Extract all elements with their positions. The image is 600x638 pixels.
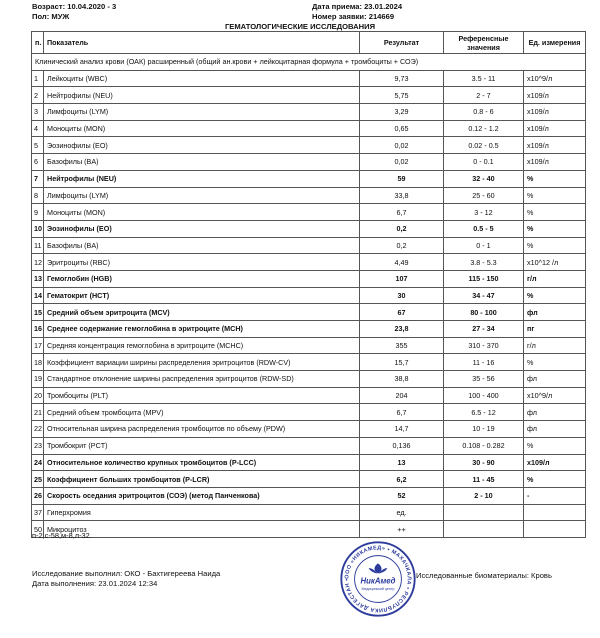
row-number: 25 — [32, 471, 44, 488]
reference-range: 25 - 60 — [444, 187, 524, 204]
result-value: 355 — [360, 337, 444, 354]
table-row — [32, 270, 586, 287]
unit: % — [524, 471, 586, 488]
row-number: 4 — [32, 120, 44, 137]
row-number: 50 — [32, 521, 44, 538]
unit: фл — [524, 304, 586, 321]
col-unit: Ед. измерения — [524, 32, 586, 54]
unit: % — [524, 170, 586, 187]
indicator-name: Нейтрофилы (NEU) — [44, 170, 360, 187]
result-value: 6,7 — [360, 204, 444, 221]
clinic-stamp — [339, 540, 417, 618]
row-number: 37 — [32, 504, 44, 521]
unit: % — [524, 287, 586, 304]
unit: х109/л — [524, 154, 586, 171]
unit: пг — [524, 321, 586, 338]
result-value: 0,02 — [360, 154, 444, 171]
table-row — [32, 287, 586, 304]
reference-range: 0.12 - 1.2 — [444, 120, 524, 137]
unit — [524, 504, 586, 521]
table-row — [32, 154, 586, 171]
reference-range: 0.02 - 0.5 — [444, 137, 524, 154]
table-row — [32, 354, 586, 371]
result-value: 14,7 — [360, 421, 444, 438]
result-value: 4,49 — [360, 254, 444, 271]
row-number: 2 — [32, 87, 44, 104]
indicator-name: Относительная ширина распределения тромбоцитов по объему (PDW) — [44, 421, 360, 438]
unit: фл — [524, 371, 586, 388]
indicator-name: Гематокрит (HCT) — [44, 287, 360, 304]
reference-range: 6.5 - 12 — [444, 404, 524, 421]
table-row — [32, 304, 586, 321]
table-row — [32, 471, 586, 488]
result-value: 23,8 — [360, 321, 444, 338]
formula-note: п-2,с-58,м-8,л-32. — [32, 531, 92, 540]
result-value: 0,02 — [360, 137, 444, 154]
result-value: 33,8 — [360, 187, 444, 204]
row-number: 12 — [32, 254, 44, 271]
row-number: 23 — [32, 437, 44, 454]
result-value: 30 — [360, 287, 444, 304]
reference-range: 30 - 90 — [444, 454, 524, 471]
row-number: 20 — [32, 387, 44, 404]
row-number: 11 — [32, 237, 44, 254]
row-number: 22 — [32, 421, 44, 438]
result-value: ед. — [360, 504, 444, 521]
section-title: Клинический анализ крови (ОАК) расширенный (общий ан.крови + лейкоцитарная формула + тромбоциты + СОЭ) — [32, 54, 586, 71]
row-number: 10 — [32, 220, 44, 237]
indicator-name: Относительное количество крупных тромбоцитов (P-LCC) — [44, 454, 360, 471]
col-result: Результат — [360, 32, 444, 54]
unit: фл — [524, 421, 586, 438]
row-number: 26 — [32, 487, 44, 504]
result-value: ++ — [360, 521, 444, 538]
row-number: 9 — [32, 204, 44, 221]
unit: % — [524, 237, 586, 254]
order-number: Номер заявки: 214669 — [312, 12, 395, 21]
reference-range: 35 - 56 — [444, 371, 524, 388]
unit: % — [524, 437, 586, 454]
table-row — [32, 104, 586, 121]
table-row — [32, 504, 586, 521]
result-value: 52 — [360, 487, 444, 504]
result-value: 6,2 — [360, 471, 444, 488]
row-number: 24 — [32, 454, 44, 471]
table-row — [32, 237, 586, 254]
unit — [524, 521, 586, 538]
table-row — [32, 187, 586, 204]
indicator-name: Гиперхромия — [44, 504, 360, 521]
stamp-brand: НикАмед — [360, 576, 396, 586]
unit: фл — [524, 404, 586, 421]
unit: % — [524, 204, 586, 221]
table-row — [32, 87, 586, 104]
table-row — [32, 437, 586, 454]
indicator-name: Коэффициент вариации ширины распределения эритроцитов (RDW-CV) — [44, 354, 360, 371]
visit-date: Дата приема: 23.01.2024 — [312, 2, 403, 11]
results-table — [31, 31, 586, 538]
indicator-name: Среднее содержание гемоглобина в эритроците (MCH) — [44, 321, 360, 338]
unit: х10^12 /л — [524, 254, 586, 271]
result-value: 38,8 — [360, 371, 444, 388]
reference-range — [444, 504, 524, 521]
indicator-name: Тромбоциты (PLT) — [44, 387, 360, 404]
report-header — [0, 0, 600, 34]
result-value: 0,2 — [360, 237, 444, 254]
table-row — [32, 204, 586, 221]
row-number: 19 — [32, 371, 44, 388]
indicator-name: Эритроциты (RBC) — [44, 254, 360, 271]
reference-range: 2 - 7 — [444, 87, 524, 104]
reference-range: 0 - 1 — [444, 237, 524, 254]
unit: - — [524, 487, 586, 504]
col-number: п. — [32, 32, 44, 54]
reference-range: 3.5 - 11 — [444, 70, 524, 87]
row-number: 21 — [32, 404, 44, 421]
indicator-name: Эозинофилы (EO) — [44, 220, 360, 237]
indicator-name: Моноциты (MON) — [44, 204, 360, 221]
result-value: 15,7 — [360, 354, 444, 371]
reference-range: 32 - 40 — [444, 170, 524, 187]
table-header-row — [32, 32, 586, 54]
table-row — [32, 220, 586, 237]
row-number: 3 — [32, 104, 44, 121]
table-row — [32, 120, 586, 137]
reference-range: 11 - 45 — [444, 471, 524, 488]
table-row — [32, 454, 586, 471]
patient-sex: Пол: МУЖ — [32, 12, 70, 21]
unit: х109/л — [524, 137, 586, 154]
table-row — [32, 404, 586, 421]
indicator-name: Эозинофилы (EO) — [44, 137, 360, 154]
stamp-ring-text: ООО «НИКАМЕД» • МАХАЧКАЛА • РЕСПУБЛИКА ДАГЕСТАН • — [344, 545, 412, 613]
result-value: 5,75 — [360, 87, 444, 104]
unit: х109/л — [524, 120, 586, 137]
unit: х109/л — [524, 454, 586, 471]
patient-age: Возраст: 10.04.2020 - 3 — [32, 2, 117, 11]
result-value: 3,29 — [360, 104, 444, 121]
reference-range: 310 - 370 — [444, 337, 524, 354]
indicator-name: Средняя концентрация гемоглобина в эритроците (MCHC) — [44, 337, 360, 354]
reference-range: 0.8 - 6 — [444, 104, 524, 121]
row-number: 17 — [32, 337, 44, 354]
unit: % — [524, 354, 586, 371]
table-row — [32, 170, 586, 187]
row-number: 1 — [32, 70, 44, 87]
row-number: 6 — [32, 154, 44, 171]
unit: х10^9/л — [524, 387, 586, 404]
stamp-subtitle: Медицинский центр — [361, 586, 395, 591]
completion-date: Дата выполнения: 23.01.2024 12:34 — [32, 579, 158, 588]
reference-range: 3 - 12 — [444, 204, 524, 221]
indicator-name: Микроцитоз — [44, 521, 360, 538]
indicator-name: Нейтрофилы (NEU) — [44, 87, 360, 104]
result-value: 13 — [360, 454, 444, 471]
performed-by: Исследование выполнил: ОКО - Бахтигереева Наида — [32, 569, 221, 578]
result-value: 0,2 — [360, 220, 444, 237]
unit: х109/л — [524, 104, 586, 121]
indicator-name: Тромбокрит (PCT) — [44, 437, 360, 454]
reference-range: 34 - 47 — [444, 287, 524, 304]
result-value: 6,7 — [360, 404, 444, 421]
reference-range: 27 - 34 — [444, 321, 524, 338]
table-row — [32, 387, 586, 404]
table-row — [32, 487, 586, 504]
result-value: 67 — [360, 304, 444, 321]
indicator-name: Гемоглобин (HGB) — [44, 270, 360, 287]
indicator-name: Лимфоциты (LYM) — [44, 104, 360, 121]
col-indicator: Показатель — [44, 32, 360, 54]
result-value: 9,73 — [360, 70, 444, 87]
unit: г/л — [524, 337, 586, 354]
row-number: 7 — [32, 170, 44, 187]
reference-range: 100 - 400 — [444, 387, 524, 404]
indicator-name: Лейкоциты (WBC) — [44, 70, 360, 87]
reference-range: 3.8 - 5.3 — [444, 254, 524, 271]
result-value: 107 — [360, 270, 444, 287]
indicator-name: Базофилы (BA) — [44, 237, 360, 254]
unit: х109/л — [524, 87, 586, 104]
table-row — [32, 421, 586, 438]
result-value: 204 — [360, 387, 444, 404]
table-row — [32, 337, 586, 354]
table-row — [32, 254, 586, 271]
table-row — [32, 70, 586, 87]
indicator-name: Скорость оседания эритроцитов (СОЭ) (метод Панченкова) — [44, 487, 360, 504]
unit: х10^9/л — [524, 70, 586, 87]
biomaterial: Исследованные биоматериалы: Кровь — [416, 571, 552, 580]
indicator-name: Моноциты (MON) — [44, 120, 360, 137]
reference-range — [444, 521, 524, 538]
result-value: 0,136 — [360, 437, 444, 454]
indicator-name: Лимфоциты (LYM) — [44, 187, 360, 204]
table-row — [32, 137, 586, 154]
reference-range: 11 - 16 — [444, 354, 524, 371]
reference-range: 0 - 0.1 — [444, 154, 524, 171]
indicator-name: Средний объем эритроцита (MCV) — [44, 304, 360, 321]
row-number: 13 — [32, 270, 44, 287]
reference-range: 115 - 150 — [444, 270, 524, 287]
row-number: 14 — [32, 287, 44, 304]
reference-range: 80 - 100 — [444, 304, 524, 321]
col-reference: Референсные значения — [444, 32, 524, 54]
table-row — [32, 521, 586, 538]
reference-range: 0.108 - 0.282 — [444, 437, 524, 454]
unit: % — [524, 187, 586, 204]
row-number: 5 — [32, 137, 44, 154]
reference-range: 10 - 19 — [444, 421, 524, 438]
reference-range: 2 - 10 — [444, 487, 524, 504]
row-number: 8 — [32, 187, 44, 204]
row-number: 16 — [32, 321, 44, 338]
table-row — [32, 371, 586, 388]
unit: г/л — [524, 270, 586, 287]
indicator-name: Стандартное отклонение ширины распределения эритроцитов (RDW-SD) — [44, 371, 360, 388]
row-number: 18 — [32, 354, 44, 371]
stamp-logo-icon — [369, 563, 388, 573]
table-row — [32, 321, 586, 338]
indicator-name: Базофилы (BA) — [44, 154, 360, 171]
indicator-name: Средний объем тромбоцита (MPV) — [44, 404, 360, 421]
result-value: 59 — [360, 170, 444, 187]
row-number: 15 — [32, 304, 44, 321]
reference-range: 0.5 - 5 — [444, 220, 524, 237]
unit: % — [524, 220, 586, 237]
section-row — [32, 54, 586, 71]
indicator-name: Коэффициент больших тромбоцитов (P-LCR) — [44, 471, 360, 488]
report-title: ГЕМАТОЛОГИЧЕСКИЕ ИССЛЕДОВАНИЯ — [224, 22, 376, 31]
result-value: 0,65 — [360, 120, 444, 137]
